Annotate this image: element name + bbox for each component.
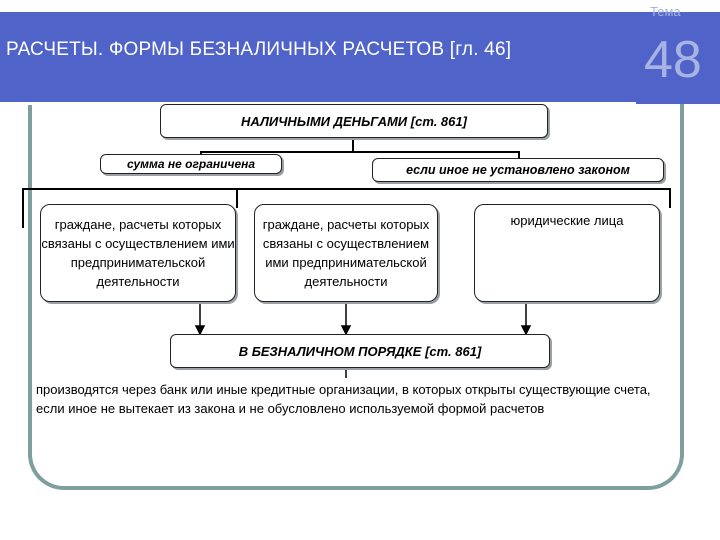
unless-law-box: если иное не установлено законом: [372, 158, 664, 182]
arrow-head-left: [196, 326, 204, 334]
cash-payments-box: НАЛИЧНЫМИ ДЕНЬГАМИ [ст. 861]: [160, 104, 548, 138]
arrow-head-center: [342, 326, 350, 334]
non-cash-box: В БЕЗНАЛИЧНОМ ПОРЯДКЕ [ст. 861]: [170, 334, 550, 368]
tema-label: Тема: [650, 4, 681, 19]
slide-title: РАСЧЕТЫ. ФОРМЫ БЕЗНАЛИЧНЫХ РАСЧЕТОВ [гл. 46]: [6, 39, 512, 60]
legal-entities-box: юридические лица: [474, 204, 660, 302]
tema-number: 48: [644, 31, 702, 89]
non-cash-note: производятся через банк или иные кредитные организации, в которых открыты существующие счета, если иное не вытекает из закона и не обусловлено используемой формой расчетов: [36, 382, 651, 416]
citizens-box-2: граждане, расчеты которых связаны с осуществлением ими предпринимательской деятельности: [254, 204, 438, 302]
amount-unlimited-box: сумма не ограничена: [100, 154, 282, 174]
citizens-box-1: граждане, расчеты которых связаны с осуществлением ими предпринимательской деятельности: [40, 204, 236, 302]
arrow-head-right: [522, 326, 530, 334]
